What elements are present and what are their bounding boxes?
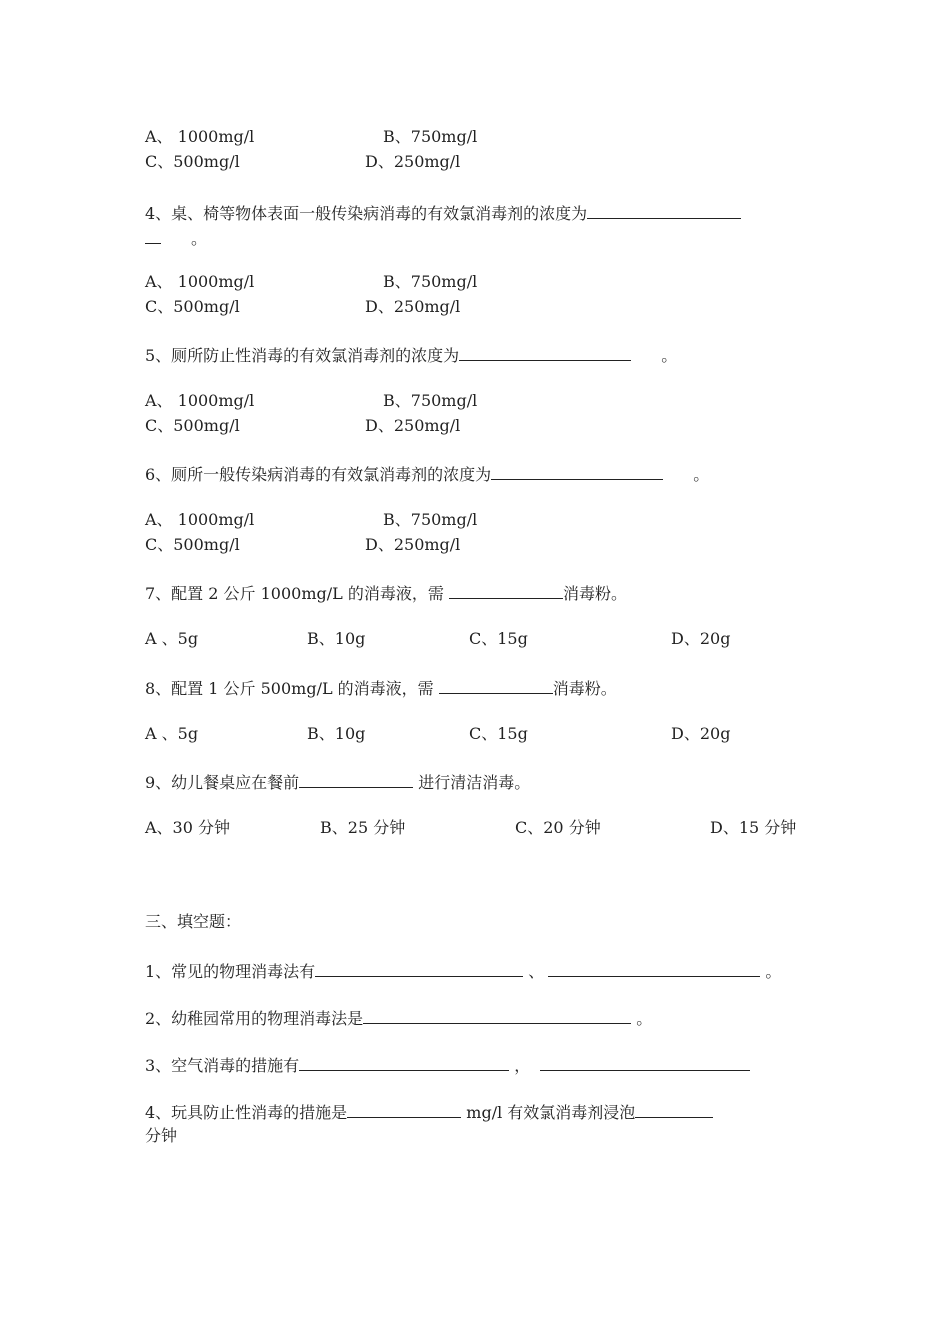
q9-option-b: B、25 分钟 xyxy=(320,818,406,837)
question-9-tail: 进行清洁消毒。 xyxy=(413,773,531,792)
question-6-text: 6、厕所一般传染病消毒的有效氯消毒剂的浓度为 xyxy=(145,465,492,484)
question-5-blank xyxy=(459,344,631,361)
q6-option-a: A、 1000mg/l xyxy=(145,510,255,529)
fill-3-blank-a xyxy=(299,1054,509,1071)
q6-option-b: B、750mg/l xyxy=(383,510,478,529)
question-8 xyxy=(145,677,617,699)
q5-option-b: B、750mg/l xyxy=(383,391,478,410)
question-5-text: 5、厕所防止性消毒的有效氯消毒剂的浓度为 xyxy=(145,346,460,365)
fill-1-tail: 。 xyxy=(760,962,782,981)
q4-option-a: A、 1000mg/l xyxy=(145,272,255,291)
question-5 xyxy=(145,344,677,366)
fill-4-mid: mg/l 有效氯消毒剂浸泡 xyxy=(461,1103,636,1122)
fill-3-text: 3、空气消毒的措施有 xyxy=(145,1056,300,1075)
fill-1-blank-b xyxy=(548,960,760,977)
q9-option-c: C、20 分钟 xyxy=(515,818,601,837)
question-8-tail: 消毒粉。 xyxy=(552,679,617,698)
q8-option-b: B、10g xyxy=(307,724,366,743)
fill-2-tail: 。 xyxy=(631,1009,653,1028)
fill-1-text: 1、常见的物理消毒法有 xyxy=(145,962,316,981)
question-6-tail: 。 xyxy=(693,465,710,484)
fill-question-3 xyxy=(145,1054,750,1076)
question-4 xyxy=(145,202,741,224)
q9-option-a: A、30 分钟 xyxy=(145,818,231,837)
q7-option-d: D、20g xyxy=(671,629,731,648)
q4-option-d: D、250mg/l xyxy=(365,297,461,316)
question-8-text: 8、配置 1 公斤 500mg/L 的消毒液，需 xyxy=(145,679,439,698)
q5-option-c: C、500mg/l xyxy=(145,416,240,435)
q3-option-c: C、500mg/l xyxy=(145,152,240,171)
question-9-blank xyxy=(299,771,413,788)
q3-option-a: A、 1000mg/l xyxy=(145,127,255,146)
fill-4-blank-b xyxy=(635,1101,713,1118)
q3-option-b: B、750mg/l xyxy=(383,127,478,146)
question-9 xyxy=(145,771,530,793)
section-3-title: 三、填空题： xyxy=(145,912,242,931)
question-4-blank-cont xyxy=(145,227,161,244)
q7-option-c: C、15g xyxy=(469,629,528,648)
fill-3-blank-b xyxy=(540,1054,750,1071)
question-4-tail: 。 xyxy=(191,229,208,248)
question-7 xyxy=(145,582,627,604)
q5-option-d: D、250mg/l xyxy=(365,416,461,435)
question-8-blank xyxy=(439,677,553,694)
fill-4-blank-a xyxy=(347,1101,461,1118)
q4-option-b: B、750mg/l xyxy=(383,272,478,291)
q9-option-d: D、15 分钟 xyxy=(710,818,797,837)
fill-1-blank-a xyxy=(315,960,523,977)
question-6-blank xyxy=(491,463,663,480)
q6-option-c: C、500mg/l xyxy=(145,535,240,554)
fill-2-text: 2、幼稚园常用的物理消毒法是 xyxy=(145,1009,364,1028)
q8-option-d: D、20g xyxy=(671,724,731,743)
question-7-text: 7、配置 2 公斤 1000mg/L 的消毒液，需 xyxy=(145,584,449,603)
q5-option-a: A、 1000mg/l xyxy=(145,391,255,410)
q8-option-c: C、15g xyxy=(469,724,528,743)
q7-option-a: A 、5g xyxy=(145,629,199,648)
q3-option-d: D、250mg/l xyxy=(365,152,461,171)
fill-2-blank xyxy=(363,1007,631,1024)
q4-option-c: C、500mg/l xyxy=(145,297,240,316)
q7-option-b: B、10g xyxy=(307,629,366,648)
fill-question-4-line2: 分钟 xyxy=(145,1126,178,1145)
question-4-cont xyxy=(145,227,207,249)
fill-3-sep: ， xyxy=(509,1056,531,1075)
question-7-blank xyxy=(449,582,563,599)
fill-4-text: 4、玩具防止性消毒的措施是 xyxy=(145,1103,348,1122)
question-4-blank xyxy=(587,202,741,219)
question-6 xyxy=(145,463,709,485)
question-4-text: 4、桌、椅等物体表面一般传染病消毒的有效氯消毒剂的浓度为 xyxy=(145,204,588,223)
question-7-tail: 消毒粉。 xyxy=(562,584,627,603)
fill-1-sep: 、 xyxy=(523,962,545,981)
question-5-tail: 。 xyxy=(661,346,678,365)
q6-option-d: D、250mg/l xyxy=(365,535,461,554)
fill-question-2 xyxy=(145,1007,652,1029)
question-9-text: 9、幼儿餐桌应在餐前 xyxy=(145,773,300,792)
q8-option-a: A 、5g xyxy=(145,724,199,743)
fill-question-1 xyxy=(145,960,781,982)
fill-question-4 xyxy=(145,1101,713,1123)
